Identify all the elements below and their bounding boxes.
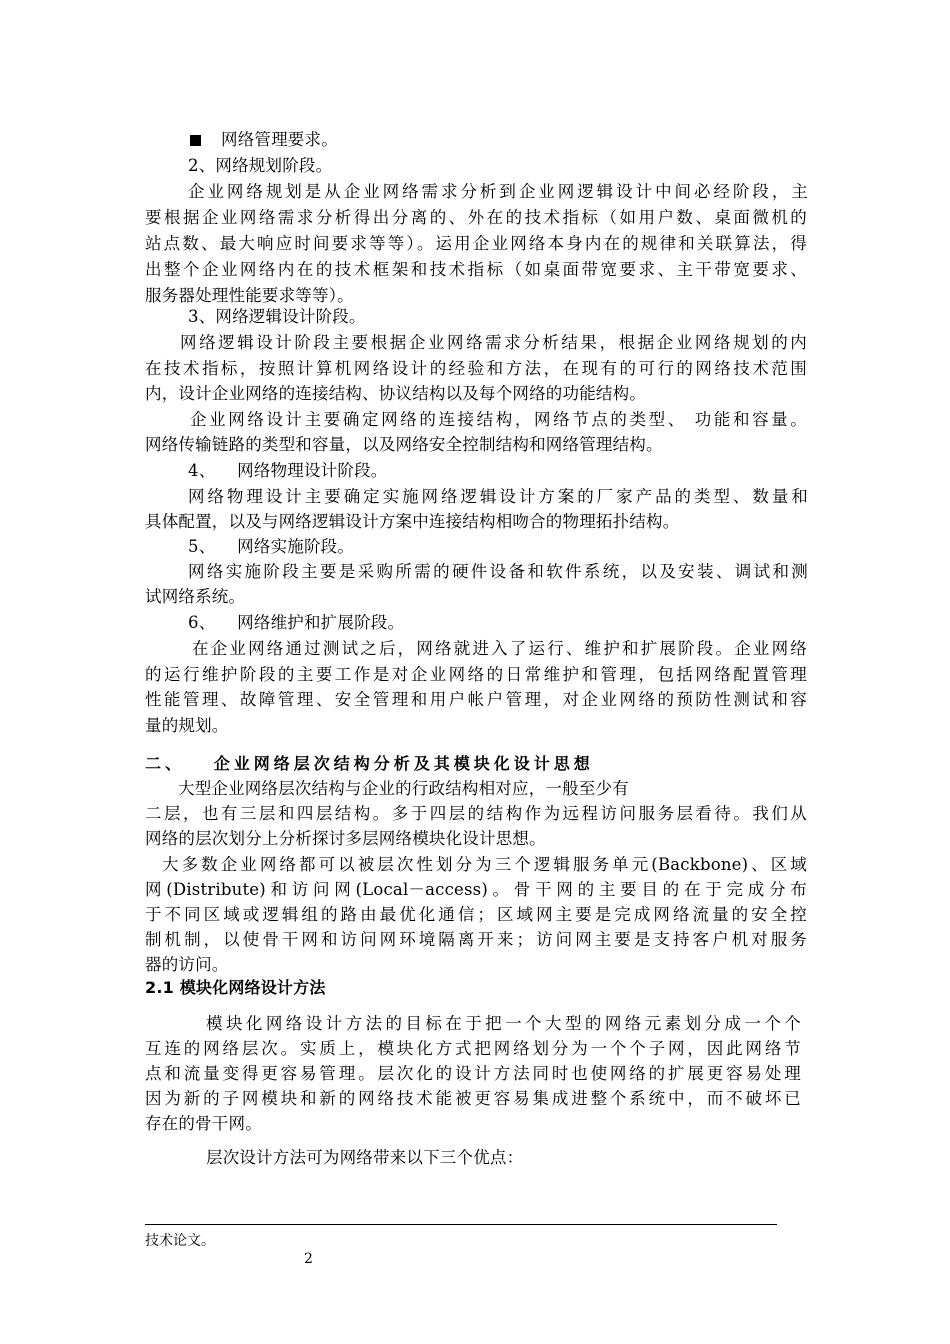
paragraph-line: 二层，也有三层和四层结构。多于四层的结构作为远程访问服务层看待。我们从 [145, 804, 807, 823]
paragraph-line: 在企业网络通过测试之后，网络就进入了运行、维护和扩展阶段。企业网络 [192, 639, 807, 658]
paragraph-line: 内，设计企业网络的连接结构、协议结构以及每个网络的功能结构。 [145, 384, 646, 403]
step-heading: 3、网络逻辑设计阶段。 [188, 307, 366, 326]
paragraph-line: 网络传输链路的类型和容量，以及网络安全控制结构和网络管理结构。 [145, 435, 663, 454]
paragraph-line: 点和流量变得更容易管理。层次化的设计方法同时也使网络的扩展更容易处理 [145, 1064, 801, 1083]
paragraph-line: 因为新的子网模块和新的网络技术能被更容易集成进整个系统中，而不破坏已 [145, 1089, 801, 1108]
paragraph-line: 网(Distribute)和访问网(Local－access)。骨干网的主要目的在于完成分布 [145, 880, 807, 899]
footer-rule [145, 1224, 777, 1225]
paragraph-line: 网络实施阶段主要是采购所需的硬件设备和软件系统，以及安装、调试和测 [188, 562, 808, 581]
paragraph-line: 试网络系统。 [145, 587, 246, 606]
paragraph-line: 大多数企业网络都可以被层次性划分为三个逻辑服务单元(Backbone)、区域 [162, 855, 807, 874]
paragraph-line: 性能管理、故障管理、安全管理和用户帐户管理，对企业网络的预防性测试和容 [145, 690, 807, 709]
step-heading: 4、 网络物理设计阶段。 [188, 461, 388, 480]
step-heading: 2、网络规划阶段。 [188, 156, 333, 175]
paragraph-line: 于不同区域或逻辑组的路由最优化通信；区域网主要是完成网络流量的安全控 [145, 905, 807, 924]
paragraph-line: 出整个企业网络内在的技术框架和技术指标（如桌面带宽要求、主干带宽要求、 [145, 260, 807, 279]
paragraph-line: 互连的网络层次。实质上，模块化方式把网络划分为一个个子网，因此网络节 [145, 1039, 801, 1058]
paragraph-line: 网络逻辑设计阶段主要根据企业网络需求分析结果，根据企业网络规划的内 [180, 333, 807, 352]
paragraph-line: 模块化网络设计方法的目标在于把一个大型的网络元素划分成一个个 [206, 1014, 801, 1033]
paragraph-line: 层次设计方法可为网络带来以下三个优点： [206, 1148, 524, 1167]
paragraph-line: 器的访问。 [145, 955, 229, 974]
square-bullet-icon [190, 135, 201, 146]
subsection-heading: 2.1 模块化网络设计方法 [145, 978, 326, 997]
step-heading: 6、 网络维护和扩展阶段。 [188, 613, 405, 632]
section-heading: 二、 企业网络层次结构分析及其模块化设计思想 [145, 754, 594, 773]
footer-note: 技术论文。 [145, 1233, 215, 1249]
paragraph-line: 要根据企业网络需求分析得出分离的、外在的技术指标（如用户数、桌面微机的 [145, 208, 807, 227]
paragraph-line: 存在的骨干网。 [145, 1114, 262, 1133]
paragraph-line: 的运行维护阶段的主要工作是对企业网络的日常维护和管理，包括网络配置管理 [145, 665, 807, 684]
step-heading: 5、 网络实施阶段。 [188, 537, 355, 556]
paragraph-line: 服务器处理性能要求等等）。 [145, 286, 354, 305]
paragraph-line: 具体配置，以及与网络逻辑设计方案中连接结构相吻合的物理拓扑结构。 [145, 512, 680, 531]
bullet-item: 网络管理要求。 [190, 128, 338, 152]
paragraph-line: 站点数、最大响应时间要求等等）。运用企业网络本身内在的规律和关联算法，得 [145, 234, 807, 253]
paragraph-line: 量的规划。 [145, 716, 229, 735]
page-number: 2 [304, 1251, 313, 1267]
paragraph-line: 在技术指标，按照计算机网络设计的经验和方法，在现有的可行的网络技术范围 [145, 359, 807, 378]
paragraph-line: 制机制，以使骨干网和访问网环境隔离开来；访问网主要是支持客户机对服务 [145, 930, 807, 949]
paragraph-line: 网络物理设计主要确定实施网络逻辑设计方案的厂家产品的类型、数量和 [188, 487, 808, 506]
paragraph-line: 网络的层次划分上分析探讨多层网络模块化设计思想。 [145, 829, 546, 848]
paragraph-line: 企业网络规划是从企业网络需求分析到企业网逻辑设计中间必经阶段，主 [188, 182, 808, 201]
paragraph-line: 大型企业网络层次结构与企业的行政结构相对应，一般至少有 [178, 779, 629, 798]
paragraph-line: 企业网络设计主要确定网络的连接结构，网络节点的类型、 功能和容量。 [190, 410, 807, 429]
